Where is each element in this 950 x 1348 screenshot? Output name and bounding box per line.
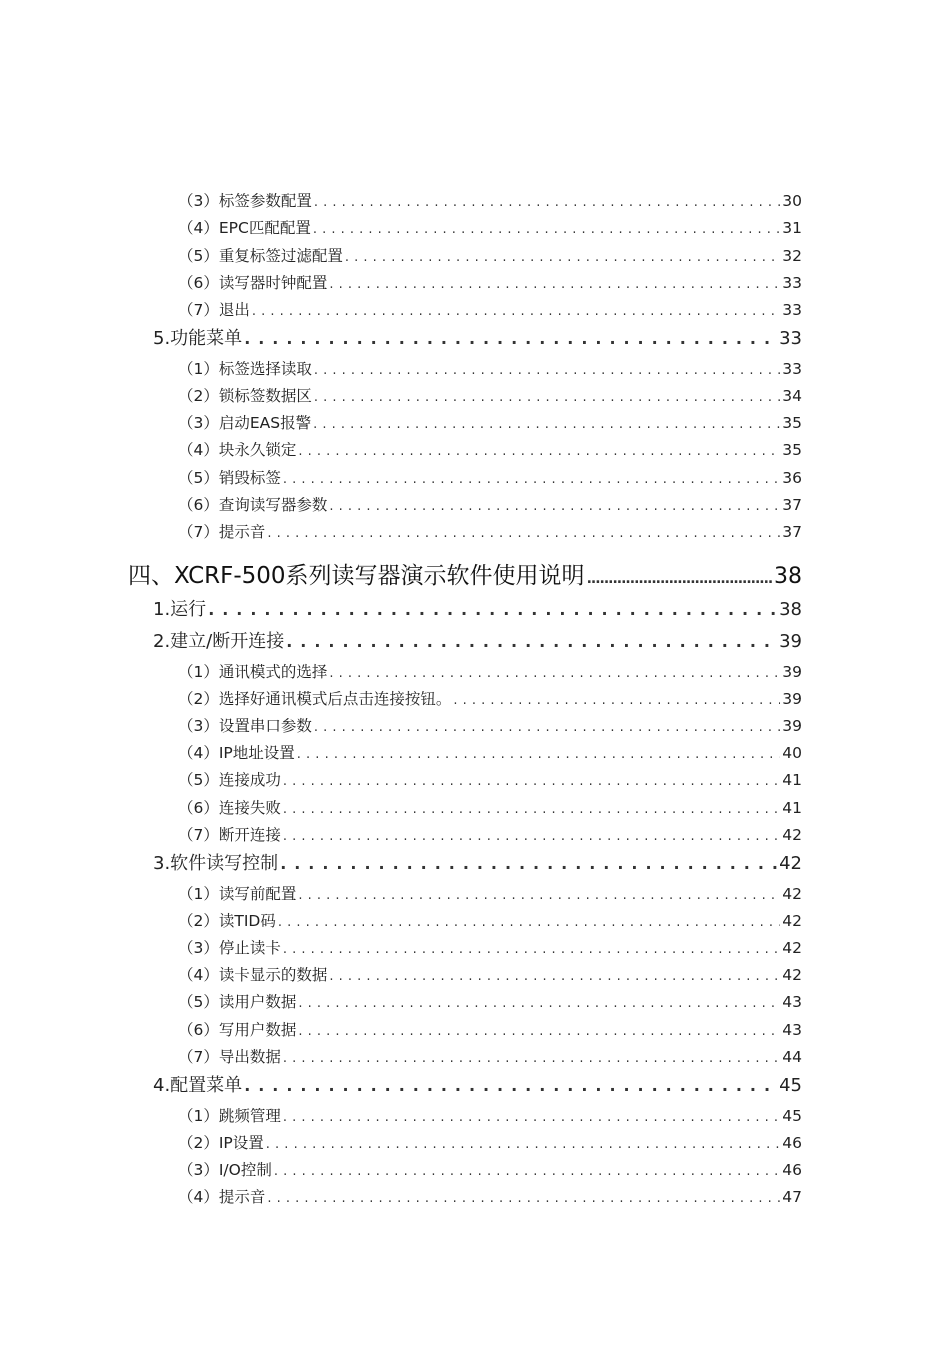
dot-leader <box>587 563 772 595</box>
dot-leader <box>283 939 780 961</box>
toc-page-number: 33 <box>782 274 802 292</box>
toc-entry-title: （3）设置串口参数 <box>178 717 312 735</box>
toc-page-number: 37 <box>782 523 802 541</box>
toc-page-number: 33 <box>782 360 802 378</box>
toc-entry[interactable] <box>178 661 802 683</box>
toc-page-number: 38 <box>774 564 802 589</box>
toc-entry-title: （6）查询读写器参数 <box>178 496 328 514</box>
toc-entry-title: （7）退出 <box>178 301 250 319</box>
dot-leader <box>267 523 780 545</box>
dot-leader <box>283 1107 780 1129</box>
toc-entry-title: （4）块永久锁定 <box>178 441 297 459</box>
toc-entry-title: （4）读卡显示的数据 <box>178 966 328 984</box>
toc-entry[interactable] <box>178 910 802 932</box>
toc-entry[interactable] <box>178 190 802 212</box>
dot-leader <box>298 441 780 463</box>
toc-page-number: 45 <box>782 1107 802 1125</box>
toc-page-number: 47 <box>782 1188 802 1206</box>
toc-page-number: 46 <box>782 1161 802 1179</box>
toc-entry-title: 四、XCRF-500系列读写器演示软件使用说明 <box>128 563 585 589</box>
toc-entry-title: （4）IP地址设置 <box>178 744 295 762</box>
toc-entry-title: （5）连接成功 <box>178 771 281 789</box>
toc-page-number: 42 <box>779 853 802 874</box>
toc-entry[interactable] <box>178 467 802 489</box>
toc-entry[interactable] <box>178 769 802 791</box>
toc-page-number: 42 <box>782 912 802 930</box>
dot-leader <box>345 247 780 269</box>
dot-leader <box>314 717 780 739</box>
toc-entry[interactable] <box>178 494 802 516</box>
toc-entry[interactable] <box>178 358 802 380</box>
dot-leader <box>329 274 780 296</box>
toc-entry[interactable] <box>178 412 802 434</box>
toc-entry-title: （6）读写器时钟配置 <box>178 274 328 292</box>
toc-entry-title: （3）启动EAS报警 <box>178 414 312 432</box>
toc-entry-title: （2）IP设置 <box>178 1134 264 1152</box>
toc-entry-title: （6）写用户数据 <box>178 1021 297 1039</box>
toc-entry-title: （3）停止读卡 <box>178 939 281 957</box>
dot-leader <box>283 799 780 821</box>
toc-entry[interactable] <box>178 439 802 461</box>
dot-leader <box>283 826 780 848</box>
toc-entry-title: （5）重复标签过滤配置 <box>178 247 343 265</box>
toc-entry[interactable] <box>153 629 802 655</box>
toc-page-number: 45 <box>779 1075 802 1096</box>
toc-page-number: 35 <box>782 441 802 459</box>
toc-entry-title: 3.软件读写控制 <box>153 853 279 874</box>
dot-leader <box>297 744 780 766</box>
toc-page-number: 46 <box>782 1134 802 1152</box>
toc-entry[interactable] <box>178 1019 802 1041</box>
toc-entry-title: （3）标签参数配置 <box>178 192 312 210</box>
toc-page-number: 37 <box>782 496 802 514</box>
toc-page-number: 33 <box>779 328 802 349</box>
toc-entry[interactable] <box>153 597 802 623</box>
dot-leader <box>283 771 780 793</box>
dot-leader <box>314 360 780 382</box>
toc-page-number: 42 <box>782 826 802 844</box>
toc-page-number: 39 <box>782 717 802 735</box>
dot-leader <box>244 1073 777 1099</box>
toc-entry-title: （3）I/O控制 <box>178 1161 272 1179</box>
toc-entry[interactable] <box>178 715 802 737</box>
toc-entry[interactable] <box>178 245 802 267</box>
toc-entry-title: （2）选择好通讯模式后点击连接按钮。 <box>178 690 452 708</box>
toc-page-number: 42 <box>782 966 802 984</box>
toc-page-number: 39 <box>782 663 802 681</box>
toc-page-number: 40 <box>782 744 802 762</box>
dot-leader <box>298 1021 780 1043</box>
toc-entry-title: （4）提示音 <box>178 1188 266 1206</box>
toc-entry[interactable] <box>178 272 802 294</box>
toc-entry-title: （7）导出数据 <box>178 1048 281 1066</box>
toc-entry[interactable] <box>178 1046 802 1068</box>
toc-page-number: 39 <box>779 631 802 652</box>
toc-entry-title: 2.建立/断开连接 <box>153 631 285 652</box>
toc-page-number: 35 <box>782 414 802 432</box>
toc-page-number: 30 <box>782 192 802 210</box>
toc-entry[interactable] <box>153 851 802 877</box>
toc-page-number: 42 <box>782 885 802 903</box>
dot-leader <box>314 387 780 409</box>
toc-page-number: 33 <box>782 301 802 319</box>
toc-entry[interactable] <box>178 937 802 959</box>
toc-entry[interactable] <box>178 1105 802 1127</box>
toc-entry-title: （1）读写前配置 <box>178 885 297 903</box>
toc-page-number: 36 <box>782 469 802 487</box>
dot-leader <box>244 326 777 352</box>
toc-entry-title: （7）断开连接 <box>178 826 281 844</box>
toc-entry-title: （6）连接失败 <box>178 799 281 817</box>
toc-entry[interactable] <box>178 883 802 905</box>
dot-leader <box>274 1161 780 1183</box>
toc-page-number: 32 <box>782 247 802 265</box>
dot-leader <box>283 1048 780 1070</box>
toc-page-number: 34 <box>782 387 802 405</box>
dot-leader <box>208 597 777 623</box>
dot-leader <box>313 219 780 241</box>
toc-page-number: 41 <box>782 771 802 789</box>
toc-entry-title: （1）通讯模式的选择 <box>178 663 328 681</box>
toc-entry[interactable] <box>178 385 802 407</box>
toc-entry[interactable] <box>178 742 802 764</box>
dot-leader <box>267 1188 780 1210</box>
dot-leader <box>313 414 780 436</box>
dot-leader <box>280 851 777 877</box>
toc-entry-title: 5.功能菜单 <box>153 328 243 349</box>
toc-entry[interactable] <box>178 1132 802 1154</box>
toc-entry-title: （2）锁标签数据区 <box>178 387 312 405</box>
toc-entry[interactable] <box>153 326 802 352</box>
dot-leader <box>286 629 777 655</box>
toc-page-number: 42 <box>782 939 802 957</box>
toc-entry-title: 4.配置菜单 <box>153 1075 243 1096</box>
dot-leader <box>283 469 780 491</box>
toc-entry[interactable] <box>178 1186 802 1208</box>
toc-entry[interactable] <box>178 521 802 543</box>
toc-entry[interactable] <box>178 688 802 710</box>
toc-entry[interactable] <box>178 1159 802 1181</box>
toc-entry[interactable] <box>178 797 802 819</box>
toc-entry[interactable] <box>178 299 802 321</box>
toc-page-number: 44 <box>782 1048 802 1066</box>
toc-entry-title: （1）跳频管理 <box>178 1107 281 1125</box>
dot-leader <box>298 885 780 907</box>
toc-page-number: 31 <box>782 219 802 237</box>
toc-entry-title: （2）读TID码 <box>178 912 276 930</box>
dot-leader <box>329 966 780 988</box>
toc-entry[interactable] <box>178 217 802 239</box>
dot-leader <box>314 192 780 214</box>
toc-page-number: 43 <box>782 1021 802 1039</box>
toc-entry[interactable] <box>178 991 802 1013</box>
toc-entry-title: （5）读用户数据 <box>178 993 297 1011</box>
toc-entry[interactable] <box>128 560 802 592</box>
toc-page-number: 41 <box>782 799 802 817</box>
dot-leader <box>329 496 780 518</box>
toc-entry[interactable] <box>178 964 802 986</box>
toc-page-number: 39 <box>782 690 802 708</box>
toc-entry-title: （1）标签选择读取 <box>178 360 312 378</box>
toc-entry[interactable] <box>153 1073 802 1099</box>
dot-leader <box>252 301 780 323</box>
toc-entry-title: 1.运行 <box>153 599 207 620</box>
dot-leader <box>298 993 780 1015</box>
dot-leader <box>329 663 780 685</box>
toc-page-number: 38 <box>779 599 802 620</box>
dot-leader <box>453 690 780 712</box>
toc-page-number: 43 <box>782 993 802 1011</box>
toc-entry-title: （7）提示音 <box>178 523 266 541</box>
toc-entry[interactable] <box>178 824 802 846</box>
dot-leader <box>278 912 780 934</box>
toc-entry-title: （5）销毁标签 <box>178 469 281 487</box>
dot-leader <box>266 1134 780 1156</box>
toc-entry-title: （4）EPC匹配配置 <box>178 219 311 237</box>
